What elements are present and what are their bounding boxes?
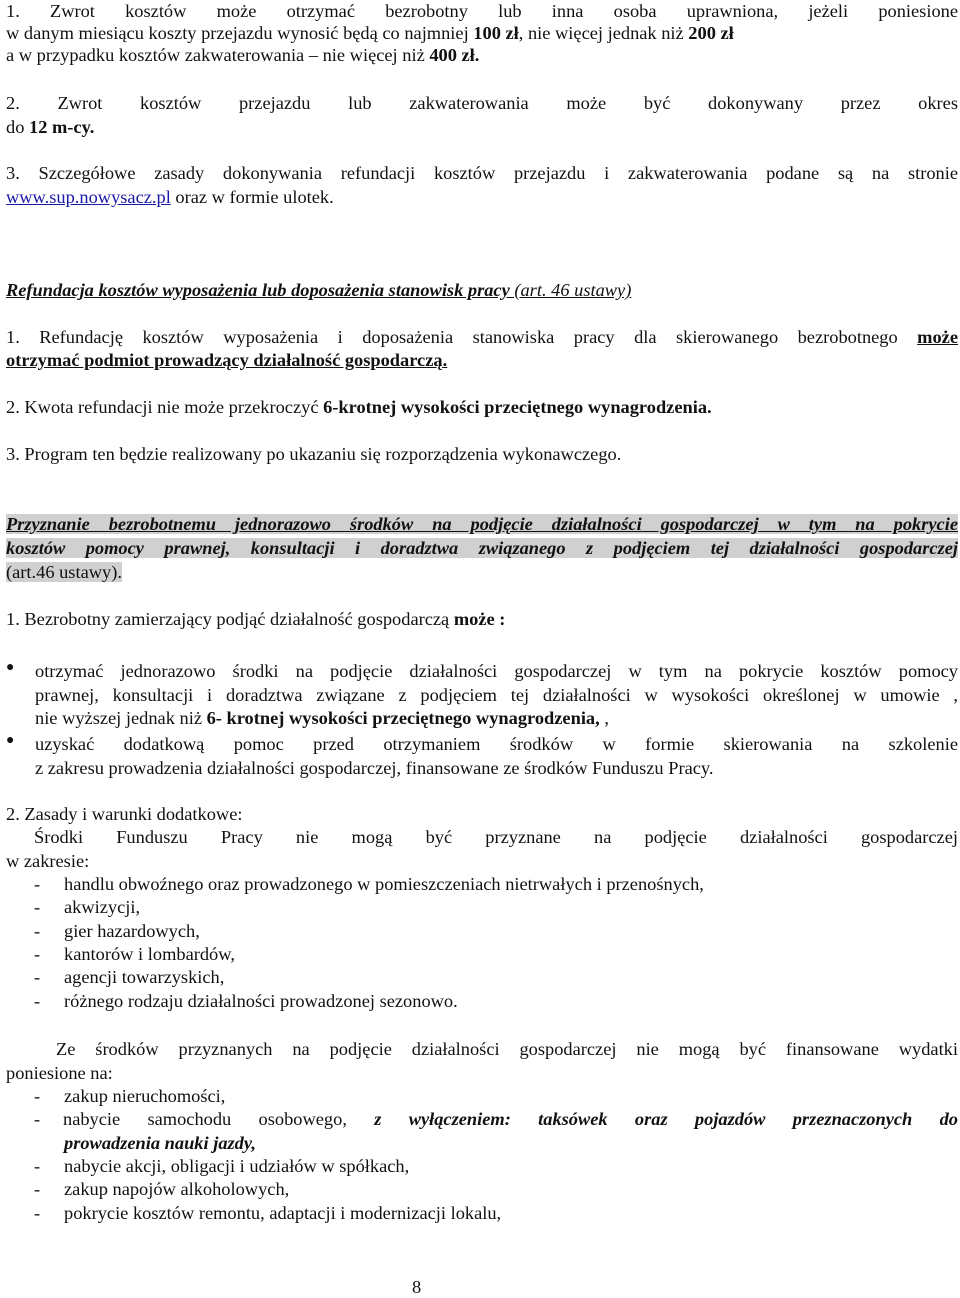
section1-heading bbox=[6, 279, 631, 301]
p2-period: 12 m-cy. bbox=[29, 117, 95, 137]
bullet-icon: ● bbox=[6, 733, 15, 748]
bullet2-line1: uzyskać dodatkową pomoc przed otrzymaniem środków w formie skierowania na szkolenie bbox=[35, 734, 958, 754]
section3-item-3: gier hazardowych, bbox=[64, 921, 200, 941]
p2-line2a: do bbox=[6, 117, 29, 137]
p1-line3a: a w przypadku kosztów zakwaterowania – nie więcej niż bbox=[6, 45, 430, 65]
section3-intro-line2: w zakresie: bbox=[6, 851, 90, 871]
section3-item-2: akwizycji, bbox=[64, 897, 141, 917]
section3-item-6: różnego rodzaju działalności prowadzonej sezonowo. bbox=[64, 991, 458, 1011]
dash-marker: - bbox=[34, 967, 41, 987]
dash-marker: - bbox=[34, 897, 41, 917]
section4-item-4: zakup napojów alkoholowych, bbox=[64, 1179, 290, 1199]
p3-line2-tail: oraz w formie ulotek. bbox=[170, 187, 334, 207]
section1-item1-line2 bbox=[6, 349, 447, 371]
p1-line2a: w danym miesiącu koszty przejazdu wynosić będą co najmniej bbox=[6, 23, 474, 43]
p1-amount-100: 100 zł bbox=[473, 23, 519, 43]
section3-item-4: kantorów i lombardów, bbox=[64, 944, 235, 964]
dash-marker: - bbox=[34, 874, 41, 894]
p1-amount-200: 200 zł bbox=[688, 23, 734, 43]
page-number: 8 bbox=[412, 1277, 422, 1297]
p1-line2 bbox=[6, 22, 734, 44]
p1-line3 bbox=[6, 44, 479, 66]
section4-item-5: pokrycie kosztów remontu, adaptacji i modernizacji lokalu, bbox=[64, 1203, 502, 1223]
section4-item-3: nabycie akcji, obligacji i udziałów w spółkach, bbox=[64, 1156, 410, 1176]
bullet1-line2: prawnej, konsultacji i doradztwa związane z podjęciem tej działalności w wysokości określonej w umowie , bbox=[35, 685, 958, 705]
section4-intro-line2: poniesione na: bbox=[6, 1063, 113, 1083]
p2-line1: 2. Zwrot kosztów przejazdu lub zakwaterowania może być dokonywany przez okres bbox=[6, 93, 958, 113]
section2-item1-may: może : bbox=[453, 609, 506, 629]
website-link[interactable]: www.sup.nowysacz.pl bbox=[6, 187, 171, 207]
dash-marker: - bbox=[34, 1109, 41, 1129]
section4-intro-line1: Ze środków przyznanych na podjęcie działalności gospodarczej nie mogą być finansowane wydatki bbox=[56, 1039, 958, 1059]
section2-heading-2: kosztów pomocy prawnej, konsultacji i doradztwa związanego z podjęciem tej działalności gospodarczej bbox=[6, 538, 958, 558]
bullet1-line3a: nie wyższej jednak niż bbox=[35, 708, 207, 728]
section1-item2 bbox=[6, 396, 712, 418]
section2-heading-1: Przyznanie bezrobotnemu jednorazowo środków na podjęcie działalności gospodarczej w tym na pokrycie bbox=[6, 514, 958, 534]
p1-line2c: , nie więcej jednak niż bbox=[518, 23, 689, 43]
bullet1-limit: 6- krotnej wysokości przeciętnego wynagrodzenia, bbox=[206, 708, 600, 728]
dash-marker: - bbox=[34, 1086, 41, 1106]
p3-line2 bbox=[6, 186, 334, 208]
section1-item3: 3. Program ten będzie realizowany po ukazaniu się rozporządzenia wykonawczego. bbox=[6, 444, 622, 464]
dash-marker: - bbox=[34, 944, 41, 964]
section1-item1-may: może bbox=[917, 327, 958, 347]
dash-marker: - bbox=[34, 921, 41, 941]
section1-item1-text: 1. Refundację kosztów wyposażenia i doposażenia stanowiska pracy dla skierowanego bezrobotnego bbox=[6, 327, 918, 347]
section2-heading-line3 bbox=[6, 561, 122, 583]
section4-item-2a: nabycie samochodu osobowego, bbox=[63, 1109, 375, 1129]
section2-heading-line1 bbox=[6, 513, 958, 535]
section2-heading-3: (art.46 ustawy). bbox=[6, 562, 122, 582]
dash-marker: - bbox=[34, 1203, 41, 1223]
section4-item-1: zakup nieruchomości, bbox=[64, 1086, 226, 1106]
p1-line1: 1. Zwrot kosztów może otrzymać bezrobotny lub inna osoba uprawniona, jeżeli poniesione bbox=[6, 1, 958, 21]
section4-item-2-line1 bbox=[63, 1108, 958, 1130]
bullet-icon: ● bbox=[6, 660, 15, 675]
section1-item1-subject: otrzymać podmiot prowadzący działalność gospodarczą. bbox=[6, 350, 448, 370]
section1-item2-text: 2. Kwota refundacji nie może przekroczyć bbox=[6, 397, 324, 417]
section2-heading-line2 bbox=[6, 537, 958, 559]
bullet1-line1: otrzymać jednorazowo środki na podjęcie działalności gospodarczej w tym na pokrycie kosztów pomocy bbox=[35, 661, 958, 681]
section1-heading-text: Refundacja kosztów wyposażenia lub doposażenia stanowisk pracy bbox=[6, 280, 510, 300]
dash-marker: - bbox=[34, 991, 41, 1011]
section1-item2-limit: 6-krotnej wysokości przeciętnego wynagrodzenia. bbox=[323, 397, 712, 417]
section1-heading-tail: (art. 46 ustawy) bbox=[509, 280, 632, 300]
bullet1-line3 bbox=[35, 707, 609, 729]
section2-item1 bbox=[6, 608, 505, 630]
bullet2-line2: z zakresu prowadzenia działalności gospodarczej, finansowane ze środków Funduszu Pracy. bbox=[35, 758, 714, 778]
section2-item1-text: 1. Bezrobotny zamierzający podjąć działalność gospodarczą bbox=[6, 609, 454, 629]
dash-marker: - bbox=[34, 1179, 41, 1199]
bullet1-line3c: , bbox=[599, 708, 609, 728]
section3-item-1: handlu obwoźnego oraz prowadzonego w pomieszczeniach nietrwałych i przenośnych, bbox=[64, 874, 704, 894]
p2-line2 bbox=[6, 116, 94, 138]
section4-item-2b: z wyłączeniem: taksówek oraz pojazdów przeznaczonych do bbox=[374, 1109, 958, 1129]
section3-title: 2. Zasady i warunki dodatkowe: bbox=[6, 804, 243, 824]
section1-item1-line1 bbox=[6, 326, 958, 348]
dash-marker: - bbox=[34, 1156, 41, 1176]
p3-line1: 3. Szczegółowe zasady dokonywania refundacji kosztów przejazdu i zakwaterowania podane są na stronie bbox=[6, 163, 958, 183]
section4-item-2c: prowadzenia nauki jazdy, bbox=[64, 1133, 256, 1153]
section3-item-5: agencji towarzyskich, bbox=[64, 967, 225, 987]
section3-intro-line1: Środki Funduszu Pracy nie mogą być przyznane na podjęcie działalności gospodarczej bbox=[34, 827, 958, 847]
p1-amount-400: 400 zł. bbox=[429, 45, 480, 65]
section4-item-2-line2 bbox=[64, 1132, 256, 1154]
